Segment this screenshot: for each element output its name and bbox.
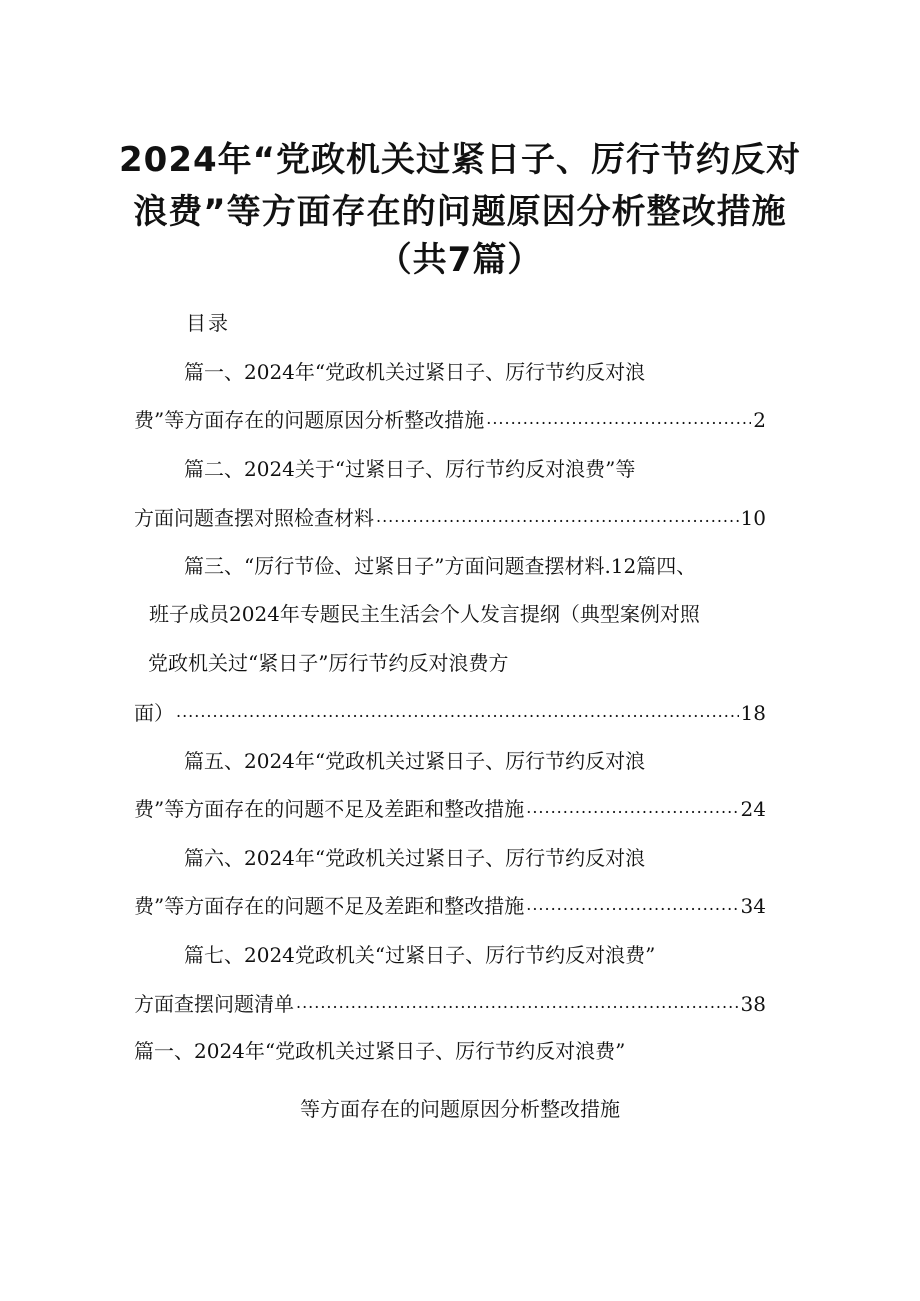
dot-leader [526, 794, 738, 816]
toc-entry-1-page: 2 [753, 408, 766, 432]
toc-entry-7-page: 38 [740, 992, 766, 1016]
toc-entry-4-line-2: 班子成员2024年专题民主生活会个人发言提纲（典型案例对照 [149, 602, 700, 626]
document-title-line-3: （共7篇） [377, 240, 543, 280]
toc-entry-4-page: 18 [740, 701, 766, 725]
toc-entry-5-line-1: 篇五、2024年“党政机关过紧日子、厉行节约反对浪 [184, 749, 646, 773]
toc-entry-4-line-4: 面） [134, 701, 174, 725]
toc-entry-3-line-1[interactable]: 篇三、“厉行节俭、过紧日子”方面问题查摆材料.12篇四、 [184, 554, 697, 578]
document-title-line-1: 2024年“党政机关过紧日子、厉行节约反对 [119, 140, 801, 180]
dot-leader [376, 503, 739, 525]
toc-entry-1-line-1: 篇一、2024年“党政机关过紧日子、厉行节约反对浪 [184, 360, 646, 384]
dot-leader [526, 891, 738, 913]
toc-entry-5-page: 24 [740, 797, 766, 821]
toc-entry-4[interactable] [134, 698, 766, 728]
toc-entry-7-line-1: 篇七、2024党政机关“过紧日子、厉行节约反对浪费” [184, 943, 656, 967]
toc-entry-7-line-2: 方面查摆问题清单 [134, 992, 294, 1016]
toc-entry-2-line-1: 篇二、2024关于“过紧日子、厉行节约反对浪费”等 [184, 457, 636, 481]
dot-leader [296, 989, 739, 1011]
toc-label: 目录 [186, 311, 230, 335]
toc-entry-2-page: 10 [740, 506, 766, 530]
toc-entry-7[interactable] [134, 989, 766, 1019]
toc-entry-1[interactable] [134, 405, 766, 435]
toc-entry-6-page: 34 [740, 894, 766, 918]
dot-leader [176, 698, 739, 720]
toc-entry-6-line-1: 篇六、2024年“党政机关过紧日子、厉行节约反对浪 [184, 846, 646, 870]
toc-entry-6-line-2: 费”等方面存在的问题不足及差距和整改措施 [134, 894, 525, 918]
toc-entry-6[interactable] [134, 891, 766, 921]
toc-entry-4-line-3: 党政机关过“紧日子”厉行节约反对浪费方 [148, 651, 509, 675]
dot-leader [486, 405, 751, 427]
document-title-line-2: 浪费”等方面存在的问题原因分析整改措施 [133, 192, 787, 232]
section-heading-line-2: 等方面存在的问题原因分析整改措施 [300, 1097, 620, 1121]
toc-entry-2[interactable] [134, 503, 766, 533]
toc-entry-1-line-2: 费”等方面存在的问题原因分析整改措施 [134, 408, 485, 432]
toc-entry-5[interactable] [134, 794, 766, 824]
toc-entry-2-line-2: 方面问题查摆对照检查材料 [134, 506, 374, 530]
toc-entry-5-line-2: 费”等方面存在的问题不足及差距和整改措施 [134, 797, 525, 821]
section-heading-line-1: 篇一、2024年“党政机关过紧日子、厉行节约反对浪费” [134, 1039, 626, 1063]
